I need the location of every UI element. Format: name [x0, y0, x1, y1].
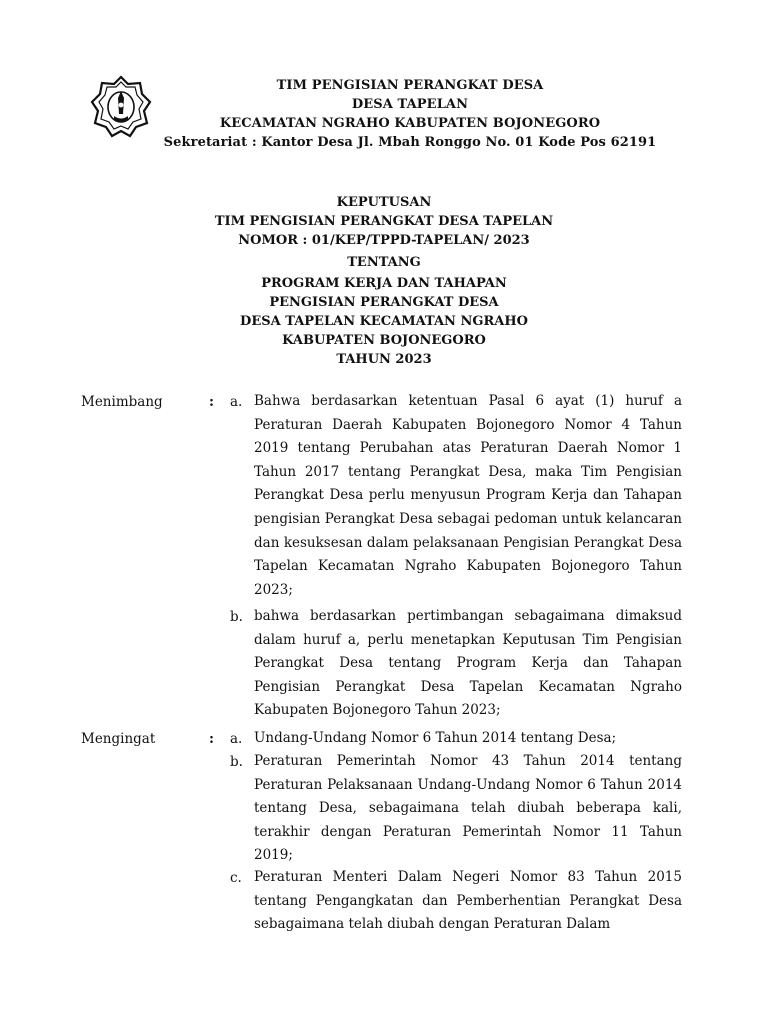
letterhead-team-name: TIM PENGISIAN PERANGKAT DESA	[276, 78, 544, 93]
decree-subject-line-4: KABUPATEN BOJONEGORO	[282, 333, 486, 348]
mengingat-b-text: Peraturan Pemerintah Nomor 43 Tahun 2014 tentang Peraturan Pelaksanaan Undang-Undang Nomor 6 Tahun 2014 tentang Desa, sebagaimana telah diubah beberapa kali, terakhir dengan Peraturan Pemerintah Nomor 11 Tahun 2019;	[254, 753, 682, 864]
decree-subject-line-1: PROGRAM KERJA DAN TAHAPAN	[261, 276, 507, 291]
menimbang-a-text: Bahwa berdasarkan ketentuan Pasal 6 ayat (1) huruf a Peraturan Daerah Kabupaten Bojonegoro Nomor 4 Tahun 2019 tentang Perubahan atas Peraturan Daerah Nomor 1 Tahun 2017 tentang Perangkat Desa, maka Tim Pengisian Perangkat Desa perlu menyusun Program Kerja dan Tahapan pengisian Perangkat Desa sebagai pedoman untuk kelancaran dan kesuksesan dalam pelaksanaan Pengisian Perangkat Desa Tapelan Kecamatan Ngraho Kabupaten Bojonegoro Tahun 2023;	[254, 393, 682, 598]
menimbang-colon: :	[209, 394, 214, 410]
decree-title-block	[0, 193, 768, 250]
decree-subject-line-3: DESA TAPELAN KECAMATAN NGRAHO	[240, 314, 528, 329]
mengingat-b-marker: b.	[230, 754, 243, 770]
mengingat-a-marker: a.	[230, 731, 243, 747]
menimbang-b-marker: b.	[230, 609, 243, 625]
decree-subject-year: TAHUN 2023	[336, 352, 432, 367]
menimbang-a-marker: a.	[230, 394, 243, 410]
mengingat-colon: :	[209, 731, 214, 747]
decree-about-label-block	[0, 253, 768, 272]
mengingat-a-text: Undang-Undang Nomor 6 Tahun 2014 tentang Desa;	[254, 730, 617, 746]
mengingat-c-text: Peraturan Menteri Dalam Negeri Nomor 83 Tahun 2015 tentang Pengangkatan dan Pemberhentian Perangkat Desa sebagaimana telah diubah dengan Peraturan Dalam	[254, 869, 682, 933]
letterhead-secretariat-address: Sekretariat : Kantor Desa Jl. Mbah Ronggo No. 01 Kode Pos 62191	[163, 135, 657, 150]
mengingat-c-marker: c.	[230, 870, 242, 886]
decree-about-label: TENTANG	[347, 255, 421, 270]
decree-number: NOMOR : 01/KEP/TPPD-TAPELAN/ 2023	[238, 233, 530, 248]
letterhead-village: DESA TAPELAN	[351, 97, 469, 112]
decree-subject-line-2: PENGISIAN PERANGKAT DESA	[269, 295, 499, 310]
menimbang-b-text: bahwa berdasarkan pertimbangan sebagaimana dimaksud dalam huruf a, perlu menetapkan Keputusan Tim Pengisian Perangkat Desa tentang Program Kerja dan Tahapan Pengisian Perangkat Desa Tapelan Kecamatan Ngraho Kabupaten Bojonegoro Tahun 2023;	[254, 608, 682, 719]
decree-issuer: TIM PENGISIAN PERANGKAT DESA TAPELAN	[214, 214, 554, 229]
mengingat-label: Mengingat	[81, 731, 156, 747]
letterhead	[140, 76, 680, 152]
decree-subject-block	[0, 274, 768, 369]
letterhead-district: KECAMATAN NGRAHO KABUPATEN BOJONEGORO	[219, 116, 601, 131]
decree-heading: KEPUTUSAN	[336, 195, 432, 210]
menimbang-label: Menimbang	[81, 394, 163, 410]
